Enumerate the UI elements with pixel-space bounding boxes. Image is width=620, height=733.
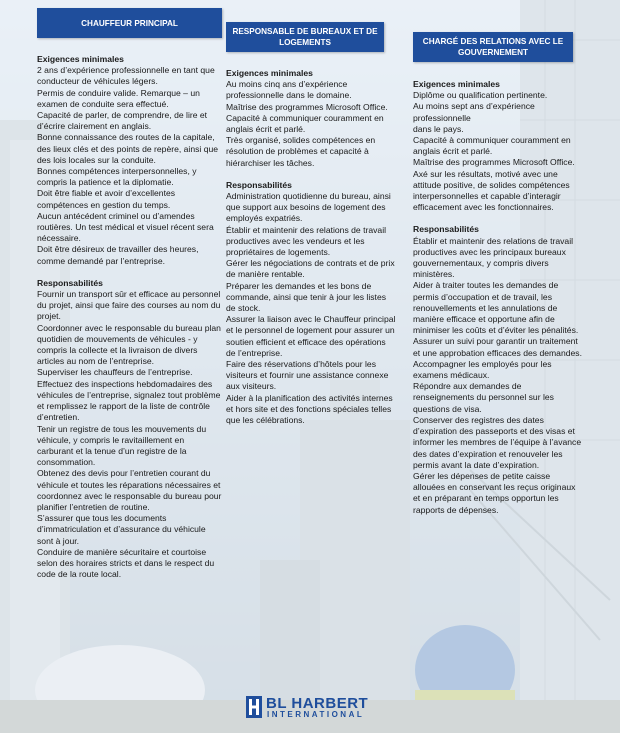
responsibilities-heading: Responsabilités xyxy=(226,179,292,190)
column-office-manager xyxy=(226,68,396,426)
responsibilities-heading: Responsabilités xyxy=(37,277,103,288)
responsibility-item: Gérer les négociations de contrats et de prix de manière rentable. xyxy=(226,258,395,280)
responsibility-item: Assurer un suivi pour garantir un traitement et une approbation efficaces des demandes. xyxy=(413,336,582,358)
responsibility-item: Aider à la planification des activités internes et hors site et des fonctions spéciales telles que les célébrations. xyxy=(226,392,393,426)
logo-subtitle: INTERNATIONAL xyxy=(267,710,365,719)
requirement-item: Doit être désireux de travailler des heures, comme demandé par l’entreprise. xyxy=(37,244,199,266)
requirements-heading: Exigences minimales xyxy=(413,79,500,89)
responsibility-item: Effectuez des inspections hebdomadaires des véhicules de l’entreprise, signalez tout problème et remplissez le rapport de la liste de contrôle d’entretien. xyxy=(37,378,221,423)
requirement-item: Capacité à communiquer couramment en anglais écrit et parlé. xyxy=(413,135,571,157)
requirement-item: Doit être fiable et avoir d’excellentes compétences en gestion du temps. xyxy=(37,188,176,210)
column-header-government-relations: CHARGÉ DES RELATIONS AVEC LE GOUVERNEMENT xyxy=(413,32,573,62)
requirements-heading: Exigences minimales xyxy=(37,54,124,64)
requirement-item: dans le pays. xyxy=(413,123,464,134)
responsibility-item: Fournir un transport sûr et efficace au personnel du projet, ainsi que faire des courses au nom du projet. xyxy=(37,289,221,322)
responsibility-item: Accompagner les employés pour les examens médicaux. xyxy=(413,358,552,381)
responsibility-item: Faire des réservations d’hôtels pour les visiteurs et fournir une assistance connexe aux visiteurs. xyxy=(226,359,389,392)
column-government-relations xyxy=(413,79,583,516)
requirement-item: Très organisé, solides compétences en résolution de problèmes et capacité à hiérarchiser les tâches. xyxy=(226,135,376,168)
responsibility-item: Établir et maintenir des relations de travail productives avec les principaux bureaux gouvernementaux, y compris divers ministères. xyxy=(413,235,574,280)
responsibilities-heading: Responsabilités xyxy=(413,224,479,235)
column-header-office-manager: RESPONSABLE DE BUREAUX ET DE LOGEMENTS xyxy=(226,22,384,52)
requirement-item: Bonne connaissance des routes de la capitale, des lieux clés et des points de repère, ainsi que des lois locales sur la conduite. xyxy=(37,132,219,165)
requirement-item: Capacité de parler, de comprendre, de lire et d’écrire clairement en anglais. xyxy=(37,110,208,132)
requirement-item: Axé sur les résultats, motivé avec une attitude positive, de solides compétences interpersonnelles et capable d’interagir efficacement avec les fonctionnaires. xyxy=(413,168,570,213)
responsibility-item: Tenir un registre de tous les mouvements du véhicule, y compris le ravitaillement en carburant et la tenue d’un registre de la consommation. xyxy=(37,423,207,468)
responsibility-item: Superviser les chauffeurs de l’entreprise. xyxy=(37,367,193,378)
responsibility-item: Administration quotidienne du bureau, ainsi que support aux besoins de logement des employés expatriés. xyxy=(226,191,391,224)
responsibility-item: Établir et maintenir des relations de travail productives avec les vendeurs et les propriétaires de logements. xyxy=(226,224,387,258)
responsibility-item: Répondre aux demandes de renseignements du personnel sur les questions de visa. xyxy=(413,381,554,414)
requirement-item: Maîtrise des programmes Microsoft Office. xyxy=(413,157,575,168)
requirement-item: Maîtrise des programmes Microsoft Office. xyxy=(226,101,388,112)
requirement-item: Diplôme ou qualification pertinente. xyxy=(413,90,548,101)
requirement-item: Au moins cinq ans d’expérience professionnelle dans le domaine. xyxy=(226,79,352,101)
responsibility-item: Préparer les demandes et les bons de commande, ainsi que tenir à jour les listes de stock. xyxy=(226,280,387,314)
bl-harbert-logo xyxy=(246,696,376,720)
requirement-item: Capacité à communiquer couramment en anglais écrit et parlé. xyxy=(226,112,384,135)
requirement-item: Bonnes compétences interpersonnelles, y compris la patience et la diplomatie. xyxy=(37,166,197,188)
column-header-chauffeur: CHAUFFEUR PRINCIPAL xyxy=(37,8,222,38)
responsibility-item: Conserver des registres des dates d’expiration des passeports et des visas et informer les membres de l’équipe à l’avance des dates d’expiration et renouveler les permis avant la date d’expiration. xyxy=(413,414,582,470)
responsibility-item: Conduire de manière sécuritaire et courtoise selon des horaires stricts et dans le respect du code de la route local. xyxy=(37,546,215,580)
responsibility-item: Coordonner avec le responsable du bureau plan quotidien de mouvements de véhicules - y compris la collecte et la livraison de divers articles au nom de l’entreprise. xyxy=(37,322,221,367)
requirement-item: 2 ans d’expérience professionnelle en tant que conducteur de véhicules légers. xyxy=(37,65,215,87)
column-chauffeur xyxy=(37,54,222,580)
requirements-heading: Exigences minimales xyxy=(226,68,313,78)
responsibility-item: Aider à traiter toutes les demandes de permis d’occupation et de travail, les renouvellements et les annulations de manière efficace et opportune afin de minimiser les coûts et d’éviter les pénalités. xyxy=(413,280,579,336)
requirement-item: Au moins sept ans d’expérience professionnelle xyxy=(413,101,535,123)
logo-name: BL HARBERT xyxy=(266,695,369,712)
responsibility-item: S’assurer que tous les documents d’immatriculation et d’assurance du véhicule sont à jour. xyxy=(37,513,206,546)
responsibility-item: Gérer les dépenses de petite caisse allouées en conservant les reçus originaux et en préparant en temps opportun les rapports de dépenses. xyxy=(413,470,576,515)
responsibility-item: Assurer la liaison avec le Chauffeur principal et le personnel de logement pour assurer un soutien efficient et efficace des opérations de l’entreprise. xyxy=(226,314,396,358)
requirement-item: Aucun antécédent criminel ou d’amendes routières. Un test médical et visuel récent sera nécessaire. xyxy=(37,210,214,244)
harbert-h-logo-icon xyxy=(246,696,262,718)
requirement-item: Permis de conduire valide. Remarque – un examen de conduite sera effectué. xyxy=(37,87,200,109)
responsibility-item: Obtenez des devis pour l’entretien courant du véhicule et toutes les réparations nécessaires et coordonnez avec le responsable du bureau pour planifier l’entretien de routine. xyxy=(37,468,222,512)
